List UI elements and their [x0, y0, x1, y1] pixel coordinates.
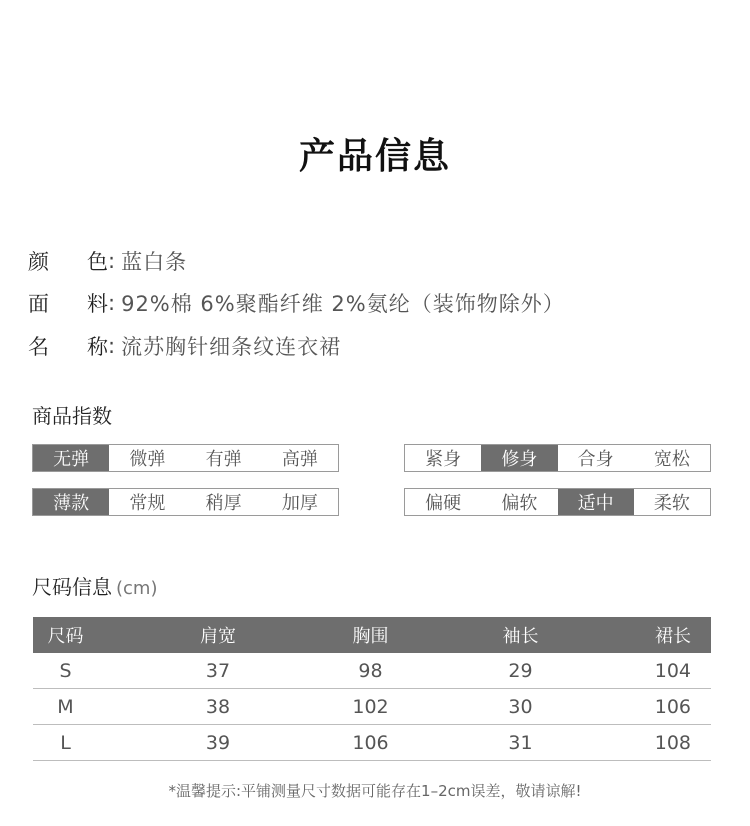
softness-option: 适中 — [558, 489, 634, 515]
table-row — [33, 689, 711, 725]
size-unit: (cm) — [116, 578, 158, 599]
info-row-fabric — [28, 288, 565, 318]
table-cell: 102 — [352, 695, 389, 718]
elasticity-scale — [32, 444, 339, 472]
table-cell: 108 — [654, 731, 691, 754]
info-key: 颜 色 — [28, 250, 108, 274]
info-colon: : — [108, 249, 116, 273]
info-key: 名 称 — [28, 335, 108, 359]
fit-option: 紧身 — [425, 449, 462, 470]
table-cell: M — [57, 695, 74, 718]
info-row-color — [28, 246, 187, 276]
size-table-header — [33, 617, 711, 653]
table-cell: L — [60, 731, 71, 754]
fit-option: 合身 — [577, 449, 614, 470]
softness-scale — [404, 488, 711, 516]
elasticity-option: 微弹 — [129, 449, 166, 470]
table-cell: 38 — [205, 695, 231, 718]
thickness-scale — [32, 488, 339, 516]
size-title-text: 尺码信息 — [32, 575, 112, 599]
info-colon: : — [108, 291, 116, 315]
info-value-fabric: 92%棉 6%聚酯纤维 2%氨纶（装饰物除外） — [121, 292, 565, 316]
table-row — [33, 725, 711, 761]
header-cell: 袖长 — [502, 626, 539, 647]
table-cell: 29 — [508, 659, 533, 682]
table-cell: 106 — [654, 695, 691, 718]
thickness-option: 薄款 — [33, 489, 109, 515]
table-cell: S — [59, 659, 72, 682]
fit-scale — [404, 444, 711, 472]
table-row — [33, 653, 711, 689]
size-table — [33, 617, 711, 761]
table-cell: 98 — [358, 659, 383, 682]
fit-option: 宽松 — [653, 449, 690, 470]
index-section-title: 商品指数 — [32, 404, 112, 428]
table-cell: 37 — [205, 659, 231, 682]
fit-option: 修身 — [481, 445, 557, 471]
softness-option: 柔软 — [653, 493, 690, 514]
header-cell: 裙长 — [655, 626, 691, 647]
thickness-option: 稍厚 — [205, 493, 242, 514]
info-row-name — [28, 331, 341, 361]
softness-option: 偏软 — [501, 493, 538, 514]
table-cell: 30 — [508, 695, 533, 718]
info-value-color: 蓝白条 — [121, 250, 188, 274]
info-value-name: 流苏胸针细条纹连衣裙 — [121, 335, 342, 359]
table-cell: 104 — [654, 659, 691, 682]
table-cell: 39 — [205, 731, 231, 754]
table-cell: 106 — [352, 731, 389, 754]
thickness-option: 加厚 — [281, 493, 318, 514]
info-colon: : — [108, 334, 116, 358]
page-title: 产品信息 — [298, 136, 451, 177]
measurement-note: *温馨提示:平铺测量尺寸数据可能存在1–2cm误差，敬请谅解! — [168, 782, 582, 800]
table-cell: 31 — [508, 731, 533, 754]
softness-option: 偏硬 — [425, 493, 462, 514]
size-section-title — [32, 571, 157, 600]
elasticity-option: 高弹 — [281, 449, 318, 470]
elasticity-option: 有弹 — [205, 449, 242, 470]
info-key: 面 料 — [28, 292, 108, 316]
thickness-option: 常规 — [129, 493, 166, 514]
elasticity-option: 无弹 — [33, 445, 109, 471]
header-cell: 肩宽 — [200, 626, 236, 647]
header-cell: 尺码 — [47, 626, 84, 647]
header-cell: 胸围 — [352, 626, 389, 647]
